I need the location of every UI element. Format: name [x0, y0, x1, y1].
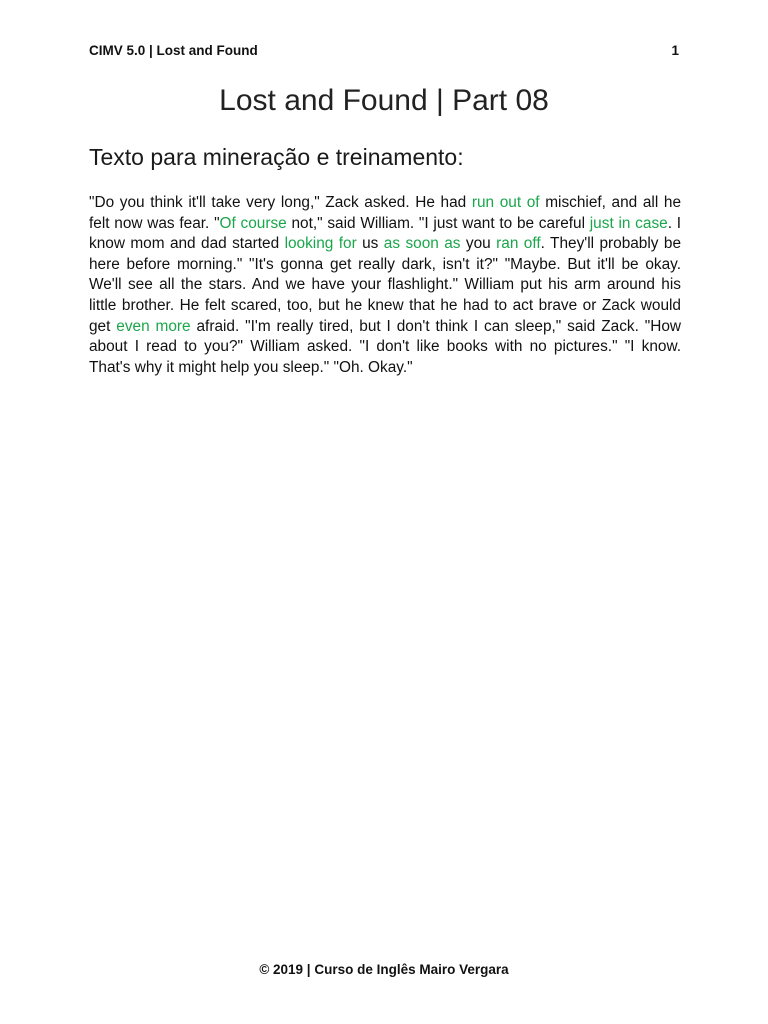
highlighted-expression: Of course	[219, 214, 287, 232]
highlighted-expression: just in case	[589, 214, 668, 232]
text-segment: afraid. "I'm really tired, but I don't think I can sleep," said Zack. "How about I read to you?" William asked. "I don't like books with no pictures." "I know. That's why it might help you sleep." "Oh. Okay."	[89, 317, 682, 376]
highlighted-expression: as soon as	[383, 235, 461, 253]
text-segment: "Do you think it'll take very long," Zack asked. He had	[89, 194, 472, 211]
highlighted-expression: even more	[116, 317, 191, 335]
text-segment: . I know mom and dad started	[89, 214, 682, 253]
text-segment: us	[356, 235, 384, 253]
highlighted-expression: ran off	[496, 235, 541, 253]
section-heading: Texto para mineração e treinamento:	[89, 144, 464, 170]
running-header	[89, 43, 679, 58]
text-segment: not," said William. "I just want to be careful	[286, 214, 590, 232]
text-segment: you	[460, 235, 497, 253]
text-segment: . They'll probably be here before morning." "It's gonna get really dark, isn't it?" "Maybe. But it'll be okay. We'll see all the stars. And we have your flashlight." William put his arm around his little brother. He felt scared, too, but he knew that he had to act brave or Zack would get	[89, 235, 682, 335]
header-document-title: CIMV 5.0 | Lost and Found	[89, 43, 258, 58]
page-title: Lost and Found | Part 08	[219, 84, 549, 117]
page-number: 1	[671, 43, 679, 58]
story-paragraph	[89, 193, 681, 378]
highlighted-expression: looking for	[284, 235, 357, 253]
highlighted-expression: run out of	[471, 194, 540, 211]
text-segment: mischief, and all he felt now was fear. "	[89, 194, 682, 232]
footer-copyright: © 2019 | Curso de Inglês Mairo Vergara	[259, 962, 509, 977]
